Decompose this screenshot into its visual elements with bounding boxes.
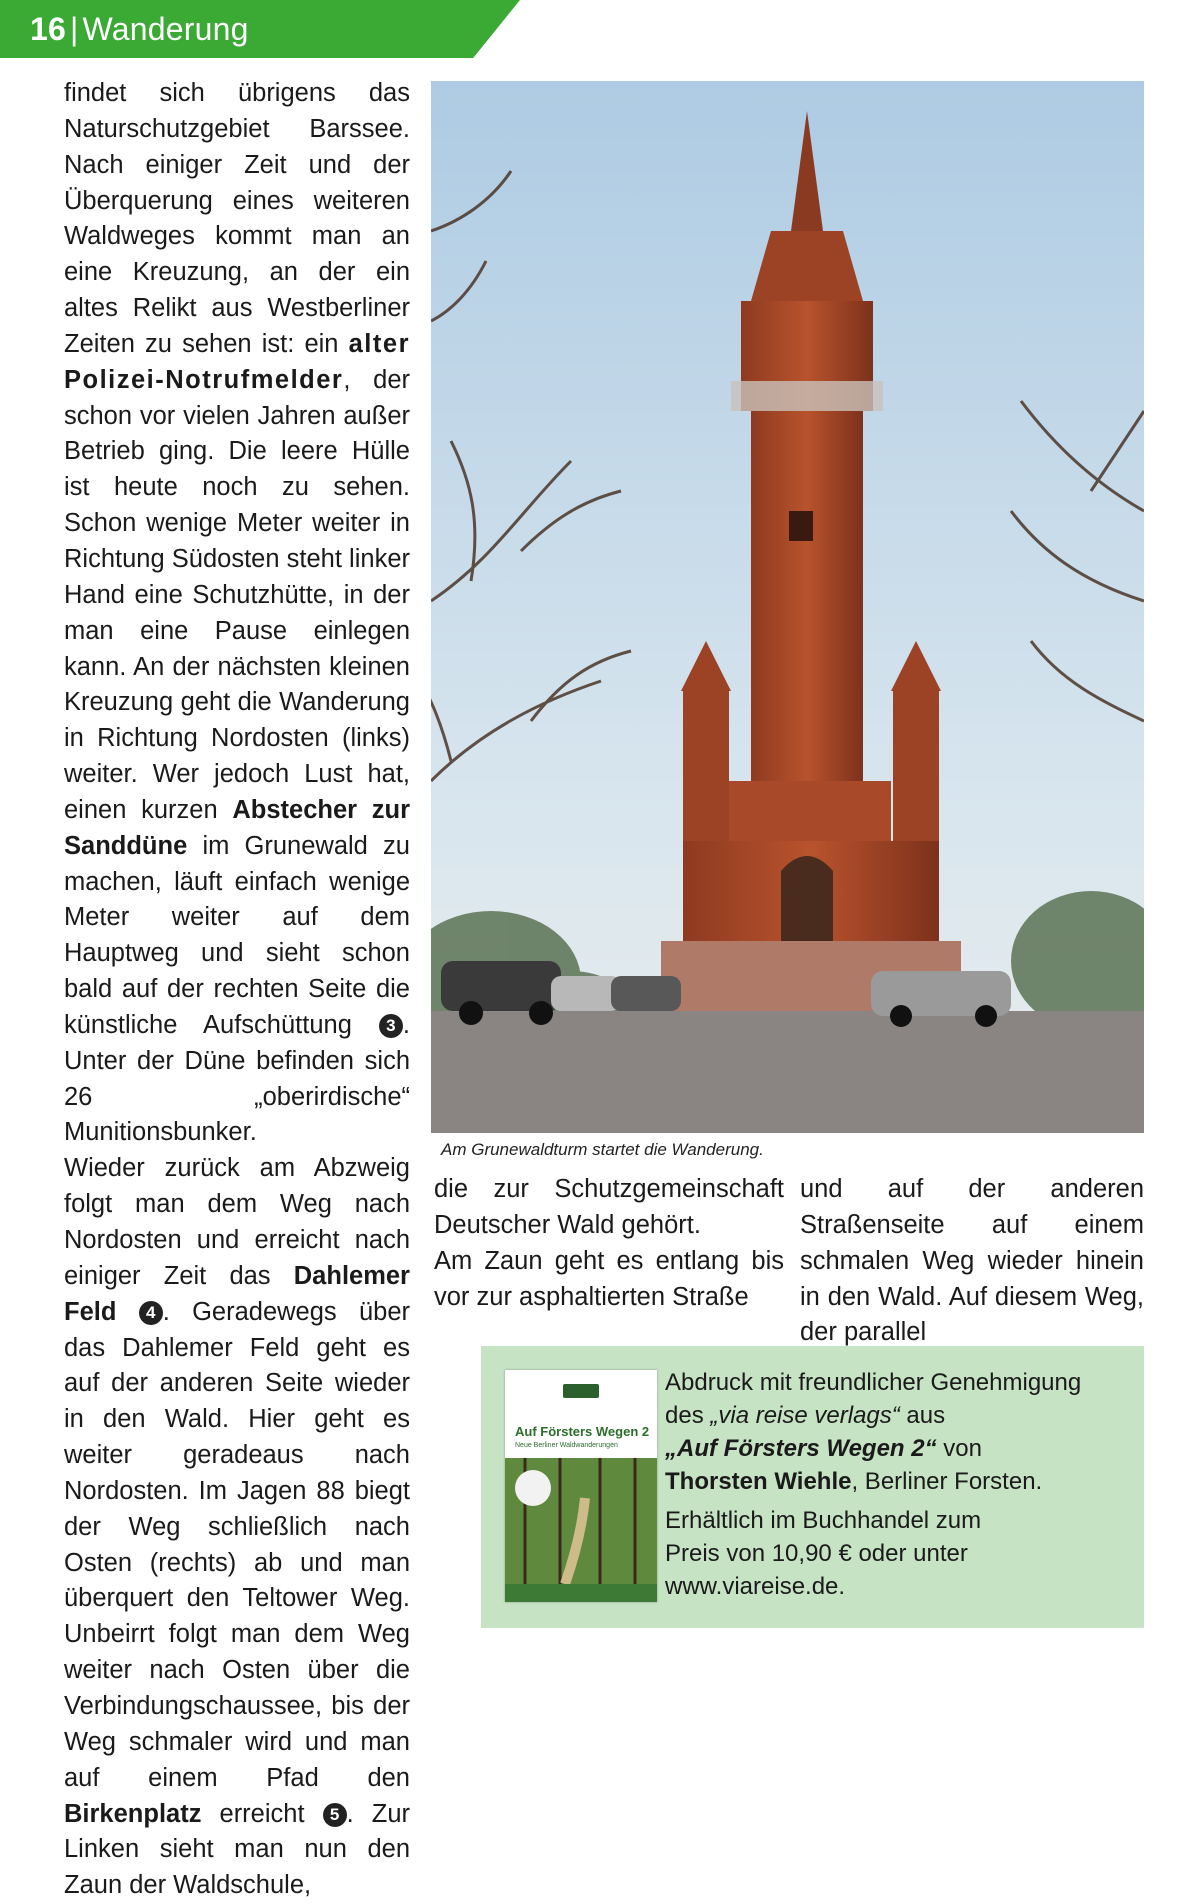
section-title: Wanderung	[82, 11, 249, 47]
book-cover-footer	[505, 1584, 657, 1602]
text-run: . Zur Linken sieht man nun den Zaun der Waldschule,	[64, 1799, 411, 1900]
notice-line-5: Erhältlich im Buchhandel zum	[665, 1507, 982, 1534]
publisher-logo	[563, 1384, 599, 1398]
text-run: aus	[899, 1402, 946, 1429]
text-run: findet sich übrigens das Naturschutzgebiet Barssee. Nach einiger Zeit und der Überquerung eines weiteren Waldweges kommt man an eine Kreuzung, an der ein altes Relikt aus Westberliner Zeiten zu sehen ist: ein	[64, 79, 410, 358]
publisher-name: „via reise verlags“	[710, 1402, 900, 1429]
header-separator: |	[70, 11, 79, 47]
paragraph-1	[64, 76, 410, 1151]
text-run: , der schon vor vielen Jahren außer Betrieb ging. Die leere Hülle ist heute noch zu sehen. Schon wenige Meter weiter in Richtung Südosten steht linker Hand eine Schutzhütte, in der man eine Pause einlegen kann. An der nächsten kleinen Kreuzung geht die Wanderung in Richtung Nordosten (links) weiter. Wer jedoch Lust hat, einen kurzen	[64, 365, 410, 824]
right-text-column	[800, 1172, 1144, 1351]
text-run: des	[665, 1402, 711, 1429]
book-info-box	[481, 1346, 1144, 1628]
paragraph-mid-2: Am Zaun geht es entlang bis vor zur asphaltierten Straße	[434, 1246, 784, 1311]
notice-line-7: www.viareise.de.	[665, 1573, 846, 1600]
text-run: . Geradewegs über das Dahlemer Feld geht es auf der anderen Seite wieder in den Wald. Hier geht es weiter geradeaus nach Nordosten. Im Jagen 88 biegt der Weg schließlich nach Osten (rechts) ab und man überquert den Teltower Weg. Unbeirrt folgt man dem Weg weiter nach Osten über die Verbindungschaussee, bis der Weg schmaler wird und man auf einem Pfad den	[64, 1297, 410, 1792]
tower-illustration	[431, 81, 1144, 1133]
text-run: von	[936, 1435, 982, 1462]
text-run: . Unter der Düne befinden sich 26 „oberirdische“ Munitionsbunker.	[64, 1010, 410, 1147]
notice-line-4	[665, 1465, 1125, 1498]
book-cover-image	[505, 1370, 657, 1602]
page-number: 16	[30, 11, 66, 47]
book-cover-title: Auf Försters Wegen 2	[515, 1424, 650, 1439]
notice-line-2	[665, 1399, 1125, 1432]
notice-line-6: Preis von 10,90 € oder unter	[665, 1540, 968, 1567]
text-run: Wieder zurück am Abzweig folgt man dem Weg nach Nordosten und erreicht nach einiger Zeit das	[64, 1154, 410, 1290]
grunewaldturm-photo	[431, 81, 1144, 1133]
bold-term-sandduene: Abstecher zur Sanddüne	[64, 795, 411, 860]
photo-caption: Am Grunewaldturm startet die Wanderung.	[441, 1140, 764, 1159]
page-header	[30, 8, 249, 50]
book-title: „Auf Försters Wegen 2“	[665, 1435, 937, 1462]
bold-term-notrufmelder: alter Polizei-Notrufmelder	[64, 329, 410, 394]
bold-term-birkenplatz: Birkenplatz	[64, 1799, 202, 1828]
paragraph-right-1: und auf der anderen Straßenseite auf einem schmalen Weg wieder hinein in den Wald. Auf diesem Weg, der parallel	[800, 1175, 1144, 1347]
paragraph-2	[64, 1151, 410, 1904]
left-text-column	[64, 76, 410, 1904]
middle-text-column	[434, 1172, 784, 1315]
paragraph-mid-1: die zur Schutzgemeinschaft Deutscher Wald gehört.	[434, 1175, 784, 1239]
notice-line-1: Abdruck mit freundlicher Genehmigung	[665, 1369, 1082, 1396]
text-run: erreicht	[201, 1799, 323, 1828]
waypoint-marker-4: 4	[139, 1301, 163, 1325]
forest-cover-art	[505, 1458, 657, 1584]
text-run: im Grunewald zu machen, läuft einfach wenige Meter weiter auf dem Hauptweg und sieht schon bald auf der rechten Seite die künstliche Aufschüttung	[64, 831, 410, 1039]
waypoint-marker-3: 3	[379, 1014, 403, 1038]
permission-notice	[665, 1366, 1125, 1603]
bold-term-dahlemer-feld: Dahlemer Feld	[64, 1261, 410, 1326]
cobblestone-road	[431, 1011, 1144, 1133]
book-cover-subtitle: Neue Berliner Waldwanderungen	[515, 1442, 618, 1449]
tower-shaft	[751, 411, 863, 781]
waypoint-marker-5: 5	[323, 1803, 347, 1827]
text-run: , Berliner Forsten.	[851, 1468, 1043, 1495]
notice-line-3	[665, 1432, 1125, 1465]
author-name: Thorsten Wiehle	[665, 1468, 852, 1495]
